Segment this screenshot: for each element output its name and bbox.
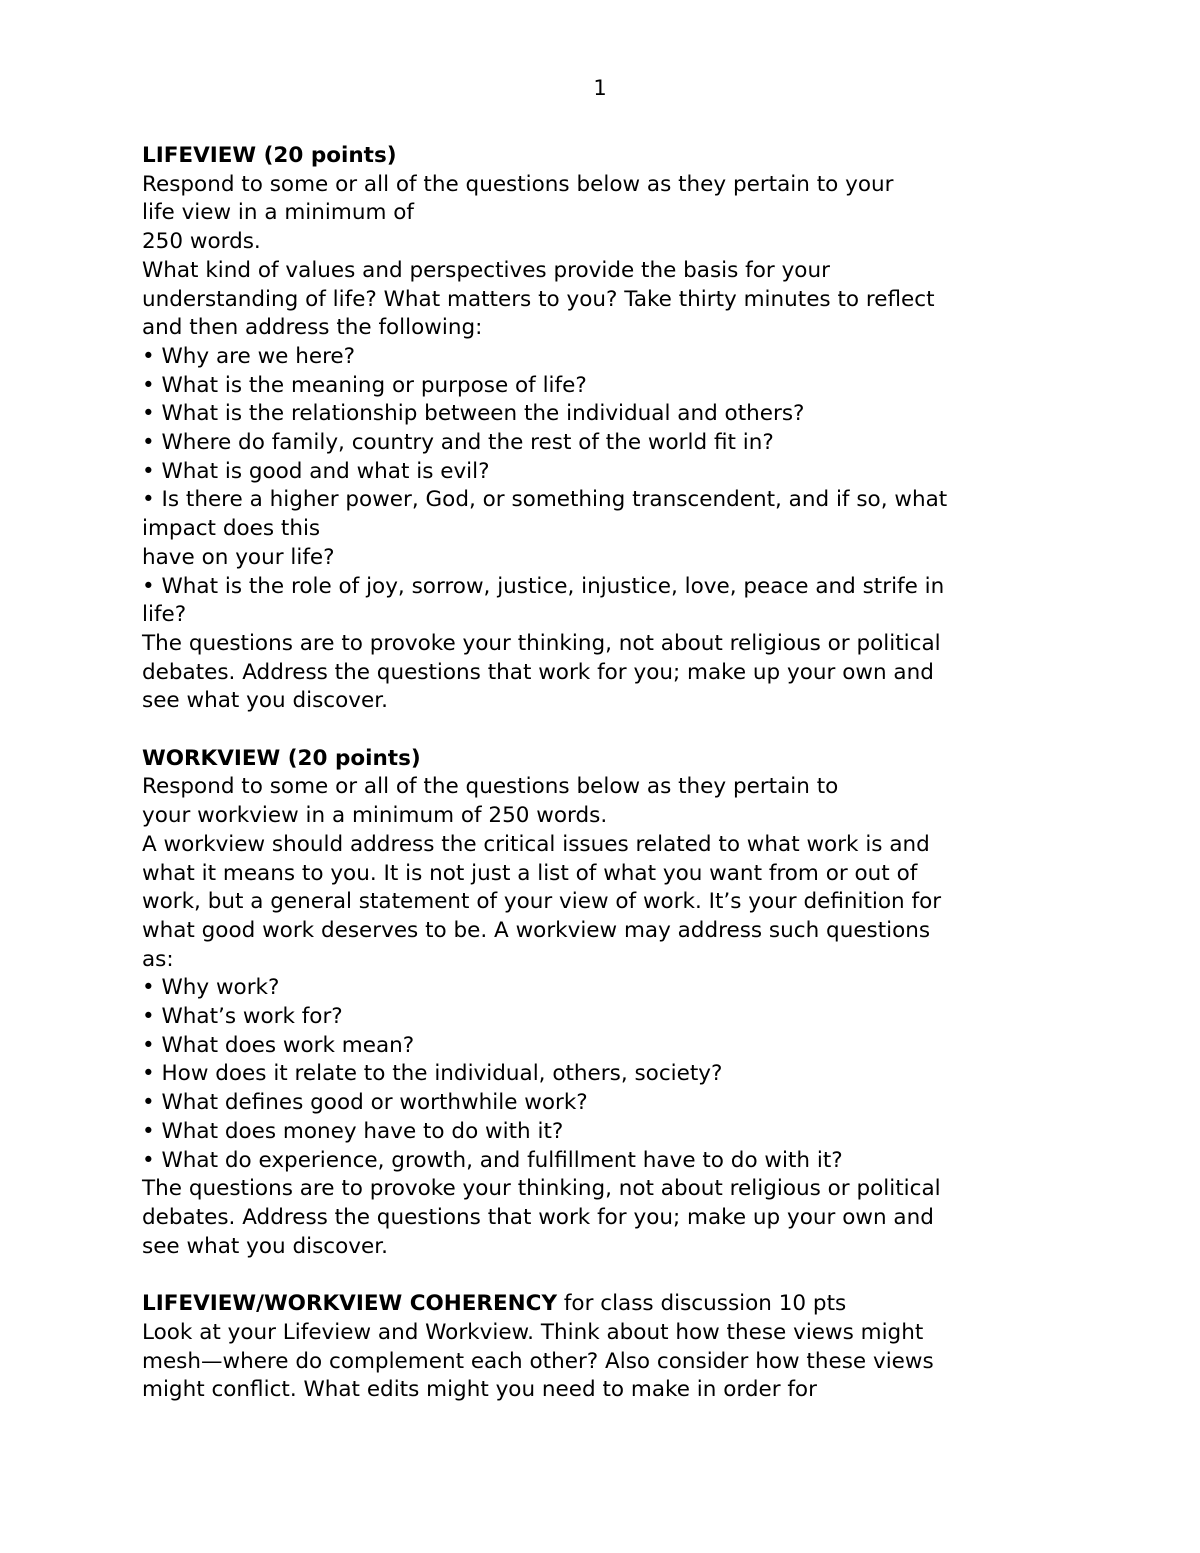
lifeview-section bbox=[142, 142, 1042, 716]
lifeview-bullet: • What is the role of joy, sorrow, justice, injustice, love, peace and strife in bbox=[142, 573, 945, 599]
lifeview-heading: LIFEVIEW (20 points) bbox=[142, 143, 397, 168]
workview-line: what it means to you. It is not just a list of what you want from or out of bbox=[142, 860, 918, 886]
workview-line: as: bbox=[142, 946, 174, 972]
lifeview-bullet: • Where do family, country and the rest of the world fit in? bbox=[142, 430, 774, 456]
lifeview-line: and then address the following: bbox=[142, 315, 483, 341]
workview-line: Respond to some or all of the questions below as they pertain to bbox=[142, 774, 839, 800]
workview-bullet: • What does work mean? bbox=[142, 1032, 415, 1058]
document-body bbox=[142, 142, 1042, 1405]
lifeview-line: Respond to some or all of the questions below as they pertain to your bbox=[142, 171, 894, 197]
workview-line: The questions are to provoke your thinking, not about religious or political bbox=[142, 1176, 941, 1202]
workview-line: see what you discover. bbox=[142, 1233, 388, 1259]
coherency-heading-rest: for class discussion 10 pts bbox=[557, 1291, 847, 1317]
workview-bullet: • What do experience, growth, and fulfillment have to do with it? bbox=[142, 1147, 843, 1173]
lifeview-line: life view in a minimum of bbox=[142, 200, 414, 226]
workview-bullet: • How does it relate to the individual, others, society? bbox=[142, 1061, 723, 1087]
coherency-line: mesh—where do complement each other? Also consider how these views bbox=[142, 1348, 934, 1374]
lifeview-bullet: impact does this bbox=[142, 516, 321, 542]
workview-bullet: • What defines good or worthwhile work? bbox=[142, 1090, 588, 1116]
lifeview-bullet: life? bbox=[142, 602, 187, 628]
lifeview-line: debates. Address the questions that work for you; make up your own and bbox=[142, 659, 934, 685]
lifeview-line: What kind of values and perspectives provide the basis for your bbox=[142, 257, 830, 283]
workview-heading: WORKVIEW (20 points) bbox=[142, 745, 421, 771]
coherency-line: Look at your Lifeview and Workview. Think about how these views might bbox=[142, 1319, 924, 1345]
workview-bullet: • What does money have to do with it? bbox=[142, 1118, 564, 1144]
workview-bullet: • What’s work for? bbox=[142, 1004, 343, 1030]
workview-line: debates. Address the questions that work for you; make up your own and bbox=[142, 1205, 934, 1230]
workview-section bbox=[142, 745, 1042, 1262]
section-gap bbox=[142, 1261, 1042, 1290]
workview-bullet: • Why work? bbox=[142, 975, 280, 1001]
workview-line: your workview in a minimum of 250 words. bbox=[142, 803, 608, 829]
workview-line: work, but a general statement of your view of work. It’s your definition for bbox=[142, 889, 942, 915]
section-gap bbox=[142, 716, 1042, 745]
lifeview-bullet: • What is the relationship between the individual and others? bbox=[142, 401, 805, 427]
lifeview-line: understanding of life? What matters to you? Take thirty minutes to reflect bbox=[142, 286, 935, 312]
lifeview-line: The questions are to provoke your thinking, not about religious or political bbox=[142, 630, 941, 656]
lifeview-bullet: • What is good and what is evil? bbox=[142, 458, 490, 484]
lifeview-bullet: • Is there a higher power, God, or something transcendent, and if so, what bbox=[142, 487, 948, 513]
page-number: 1 bbox=[593, 76, 607, 100]
coherency-heading-bold: LIFEVIEW/WORKVIEW COHERENCY bbox=[142, 1291, 558, 1317]
lifeview-line: see what you discover. bbox=[142, 688, 388, 714]
lifeview-bullet: • Why are we here? bbox=[142, 343, 356, 369]
workview-line: A workview should address the critical issues related to what work is and bbox=[142, 831, 930, 857]
coherency-line: might conflict. What edits might you need to make in order for bbox=[142, 1377, 817, 1403]
lifeview-bullet: • What is the meaning or purpose of life? bbox=[142, 372, 587, 398]
lifeview-bullet: have on your life? bbox=[142, 544, 335, 570]
lifeview-line: 250 words. bbox=[142, 229, 261, 255]
coherency-section bbox=[142, 1290, 1042, 1405]
workview-line: what good work deserves to be. A workview may address such questions bbox=[142, 917, 931, 943]
coherency-heading bbox=[142, 1290, 1042, 1319]
